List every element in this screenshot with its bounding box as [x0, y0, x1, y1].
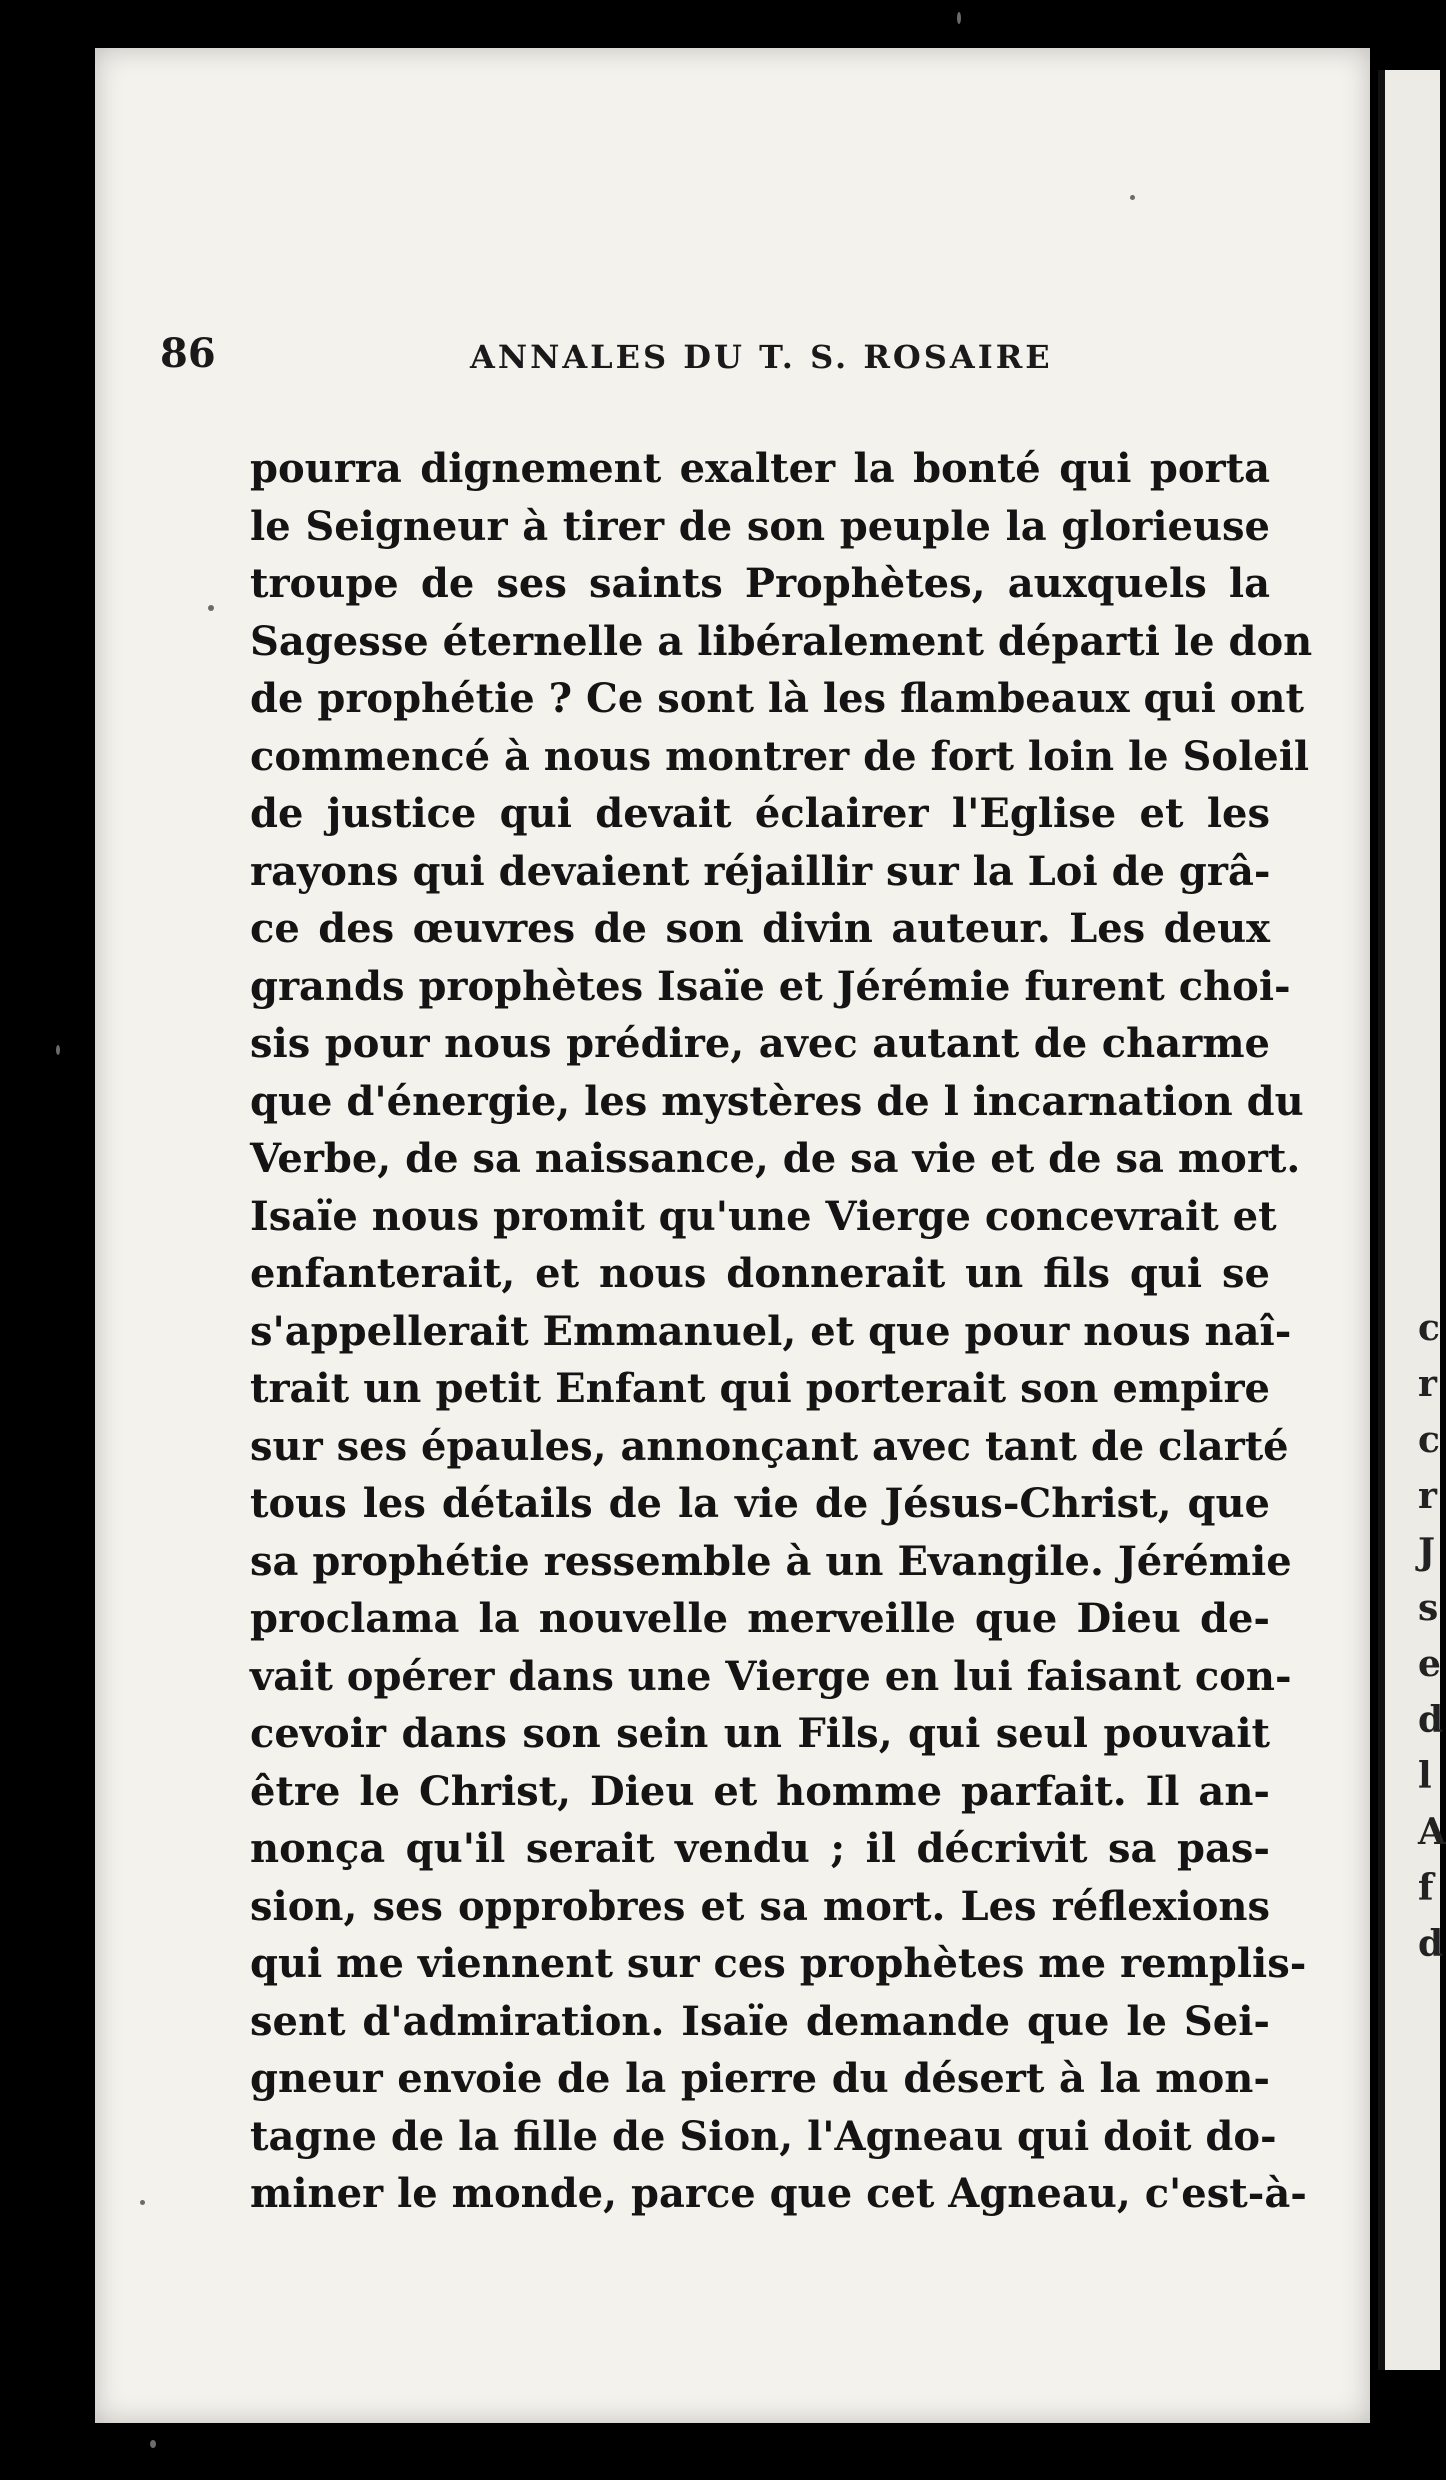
paper-speck	[150, 2440, 156, 2448]
text-line: tagne de la fille de Sion, l'Agneau qui doit do-	[250, 2112, 1277, 2160]
text-line: Sagesse éternelle a libéralement départi le don	[250, 617, 1313, 665]
text-line: nonça qu'il serait vendu ; il décrivit sa pas-	[250, 1825, 1270, 1872]
facing-letter: d	[1418, 1699, 1444, 1741]
text-line: de prophétie ? Ce sont là les flambeaux qui ont	[250, 675, 1304, 722]
text-line: proclama la nouvelle merveille que Dieu de-	[250, 1595, 1270, 1642]
text-line: Verbe, de sa naissance, de sa vie et de sa mort.	[250, 1135, 1301, 1182]
text-line: trait un petit Enfant qui porterait son empire	[250, 1365, 1270, 1412]
text-line: commencé à nous montrer de fort loin le Soleil	[250, 732, 1310, 780]
text-line: sent d'admiration. Isaïe demande que le Sei-	[250, 1997, 1270, 2045]
text-line: pourra dignement exalter la bonté qui porta	[250, 445, 1270, 492]
text-line: tous les détails de la vie de Jésus-Christ, que	[250, 1480, 1270, 1527]
facing-letter: d	[1418, 1923, 1444, 1965]
facing-letter: r	[1418, 1363, 1437, 1405]
text-line: sion, ses opprobres et sa mort. Les réflexions	[250, 1882, 1270, 1930]
text-line: rayons qui devaient réjaillir sur la Loi de grâ-	[250, 847, 1271, 895]
text-line: être le Christ, Dieu et homme parfait. Il an-	[250, 1767, 1270, 1815]
text-line: vait opérer dans une Vierge en lui faisant con-	[250, 1652, 1292, 1700]
facing-letter: c	[1418, 1307, 1440, 1349]
text-line: que d'énergie, les mystères de l incarnation du	[250, 1077, 1304, 1125]
text-line: troupe de ses saints Prophètes, auxquels la	[250, 560, 1270, 607]
body-text	[250, 440, 1313, 2223]
page-gutter	[1378, 70, 1385, 2370]
running-title: ANNALES DU T. S. ROSAIRE	[470, 338, 1053, 376]
page-number: 86	[160, 330, 216, 377]
text-line: ce des œuvres de son divin auteur. Les deux	[250, 905, 1270, 952]
paper-speck	[56, 1045, 60, 1055]
facing-letter: c	[1418, 1419, 1440, 1461]
text-line: qui me viennent sur ces prophètes me remplis-	[250, 1940, 1307, 1987]
text-line: miner le monde, parce que cet Agneau, c'est-à-	[250, 2170, 1307, 2217]
facing-letter: J	[1418, 1531, 1436, 1573]
text-line: sis pour nous prédire, avec autant de charme	[250, 1020, 1270, 1067]
text-line: de justice qui devait éclairer l'Eglise et les	[250, 790, 1270, 837]
paper-speck	[1130, 195, 1135, 200]
facing-page-edge	[1385, 70, 1446, 2370]
facing-page-fragment	[1418, 1300, 1446, 1972]
facing-letter: A	[1418, 1811, 1446, 1853]
paper-speck	[957, 12, 961, 24]
text-line: sur ses épaules, annonçant avec tant de clarté	[250, 1422, 1289, 1470]
text-line: enfanterait, et nous donnerait un fils qui se	[250, 1250, 1270, 1297]
facing-letter: f	[1418, 1867, 1434, 1909]
facing-letter: r	[1418, 1475, 1437, 1517]
text-line: le Seigneur à tirer de son peuple la glorieuse	[250, 502, 1270, 550]
paper-speck	[140, 2200, 145, 2205]
text-line: Isaïe nous promit qu'une Vierge concevrait et	[250, 1192, 1277, 1240]
paper-speck	[208, 605, 214, 611]
running-header	[160, 330, 1290, 390]
facing-letter: e	[1418, 1643, 1441, 1685]
text-line: sa prophétie ressemble à un Evangile. Jérémie	[250, 1537, 1292, 1585]
facing-letter: l	[1418, 1755, 1432, 1797]
text-line: grands prophètes Isaïe et Jérémie furent choi-	[250, 962, 1291, 1010]
text-line: s'appellerait Emmanuel, et que pour nous naî-	[250, 1307, 1292, 1355]
text-line: gneur envoie de la pierre du désert à la mon-	[250, 2055, 1270, 2102]
text-line: cevoir dans son sein un Fils, qui seul pouvait	[250, 1710, 1270, 1757]
facing-letter: s	[1418, 1587, 1439, 1629]
